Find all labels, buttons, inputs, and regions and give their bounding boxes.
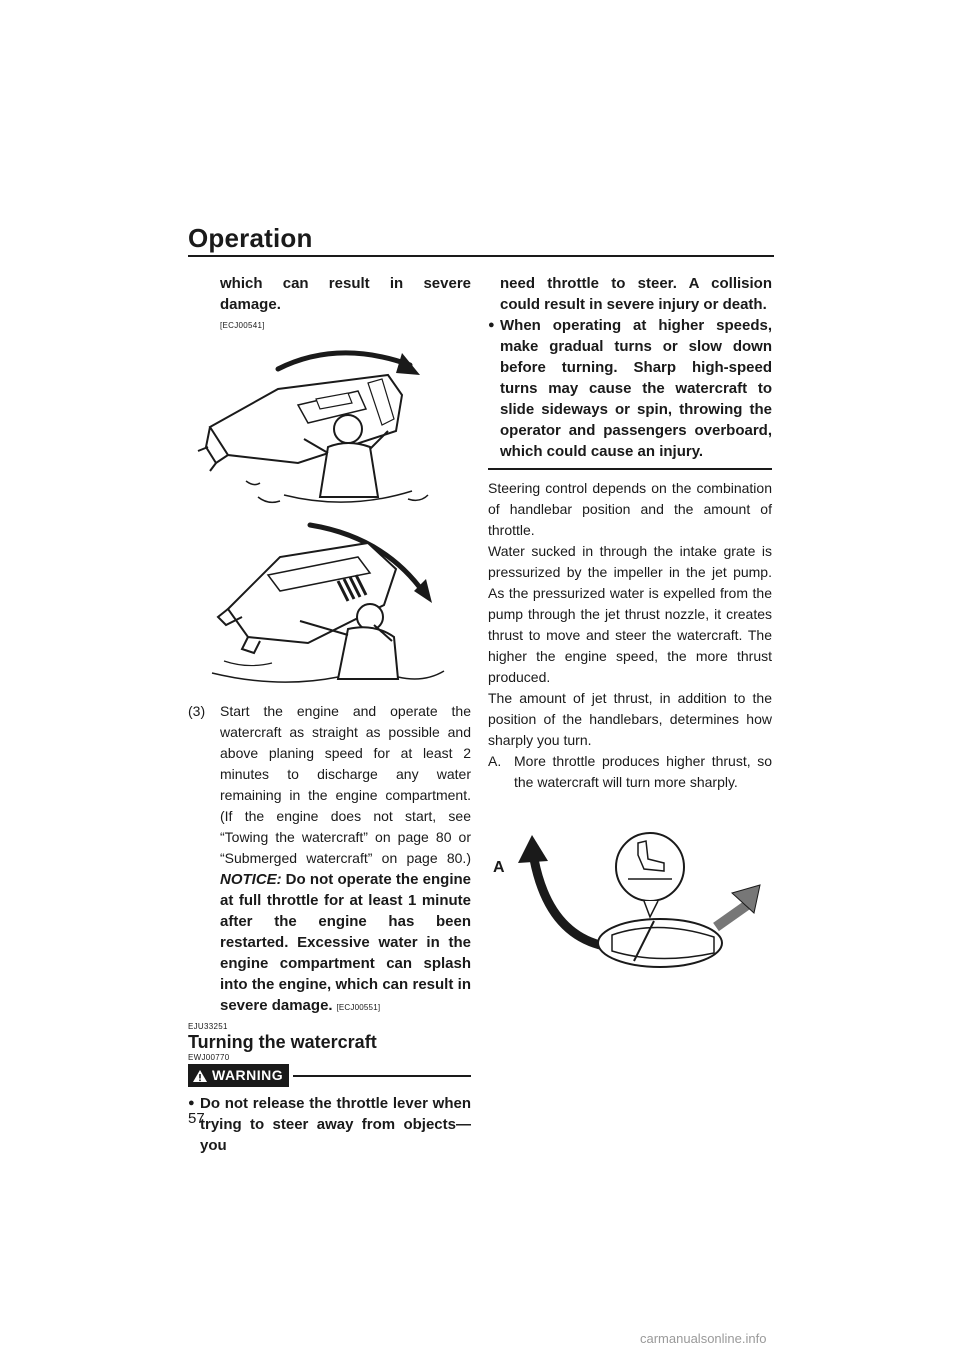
warning-triangle-icon xyxy=(192,1069,208,1083)
step-3-body xyxy=(220,701,471,1018)
watermark: carmanualsonline.info xyxy=(640,1331,767,1346)
warning-end-rule xyxy=(488,468,772,470)
turning-diagram xyxy=(488,819,772,969)
warning-bullet-1 xyxy=(188,1093,471,1156)
page-number: 57 xyxy=(188,1110,205,1127)
turning-figure xyxy=(488,819,772,969)
section-title: Turning the watercraft xyxy=(188,1032,377,1052)
item-a-label: A. xyxy=(488,753,502,769)
left-column xyxy=(188,273,471,1156)
figure-label-a: A xyxy=(493,859,505,876)
step-3-text: Start the engine and operate the watercraft as straight as possible and above planing speed for at least 2 minutes to discharge any water remaining in the engine compartment. (If the engine does not start, see “Towing the watercraft” on page 80 or “Submerged watercraft” on page 80.) xyxy=(220,703,471,866)
warning-badge xyxy=(188,1064,289,1087)
warning-header xyxy=(188,1064,471,1087)
warning-bullet-2 xyxy=(488,315,772,462)
bullet-dot: ● xyxy=(488,319,495,331)
item-a xyxy=(488,751,772,793)
step-3-number: (3) xyxy=(188,703,206,719)
righting-watercraft-illustration-1 xyxy=(188,335,471,511)
paragraph-2: Water sucked in through the intake grate is pressurized by the impeller in the jet pump. As the pressurized water is expelled from the pump through the jet thrust nozzle, it creates thrust to move and steer the watercraft. The higher the engine speed, the more thrust produced. xyxy=(488,543,772,685)
bullet-dot: ● xyxy=(188,1097,195,1109)
paragraph-3: The amount of jet thrust, in addition to the position of the handlebars, determines how sharply you turn. xyxy=(488,690,772,748)
page-title: Operation xyxy=(188,223,313,253)
right-column xyxy=(488,273,772,969)
warning-bullet-2-text: When operating at higher speeds, make gradual turns or slow down before turning. Sharp high-speed turns may cause the watercraft to slide sideways or spin, throwing the operator and passengers overboard, which could cause an injury. xyxy=(500,317,772,460)
warning-label: WARNING xyxy=(212,1067,284,1083)
warning-code: EWJ00770 xyxy=(188,1053,230,1062)
caution-code: [ECJ00541] xyxy=(220,321,265,330)
notice-label: NOTICE: xyxy=(220,871,282,888)
warning-bullet-1-continued: need throttle to steer. A collision could result in severe injury or death. xyxy=(500,275,772,313)
paragraph-1: Steering control depends on the combination of handlebar position and the amount of throttle. xyxy=(488,480,772,538)
caution-continued-text: which can result in severe damage. xyxy=(220,275,471,313)
page-header xyxy=(188,222,774,257)
notice-text: Do not operate the engine at full throttle for at least 1 minute after the engine has been restarted. Excessive water in the engine compartment can splash into the engine, which can result in severe damage. xyxy=(220,871,472,1014)
warning-bullet-1-text: Do not release the throttle lever when trying to steer away from objects—you xyxy=(200,1095,471,1154)
step-3 xyxy=(188,701,471,1018)
warning-rule xyxy=(293,1075,471,1077)
continued-caution xyxy=(188,273,471,331)
notice-code: [ECJ00551] xyxy=(336,1003,381,1012)
item-a-text: More throttle produces higher thrust, so the watercraft will turn more sharply. xyxy=(514,753,772,790)
righting-watercraft-illustration-2 xyxy=(188,513,471,693)
section-code: EJU33251 xyxy=(188,1022,228,1031)
header-rule xyxy=(188,255,774,257)
